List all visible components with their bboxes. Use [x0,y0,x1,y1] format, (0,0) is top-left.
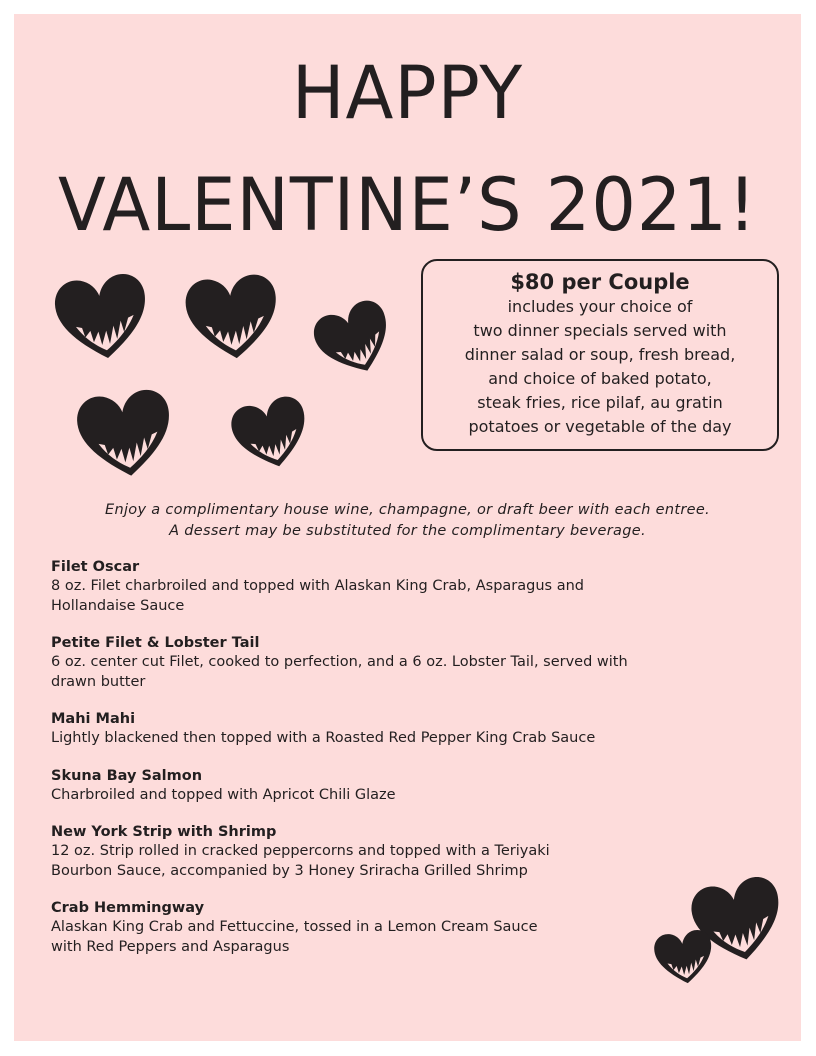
complimentary-note [14,500,801,542]
price-line: dinner salad or soup, fresh bread, [464,345,736,364]
price-line: two dinner specials served with [473,321,727,340]
price-line: includes your choice of [507,297,693,316]
price-line: and choice of baked potato, [488,369,712,388]
menu-list [51,558,691,975]
menu-item-mahi-mahi [51,710,691,749]
menu-item-crab-hemmingway [51,899,691,957]
page-title-line-1: HAPPY [291,49,524,137]
item-name: Skuna Bay Salmon [51,767,203,784]
item-name: Mahi Mahi [51,711,136,727]
menu-item-new-york-strip-shrimp [51,823,691,881]
item-description: with Red Peppers and Asparagus [51,938,290,955]
note-line-1: Enjoy a complimentary house wine, champagne, or draft beer with each entree. [105,502,710,518]
item-description: Bourbon Sauce, accompanied by 3 Honey Sriracha Grilled Shrimp [51,862,528,879]
menu-page [14,14,801,1041]
heart-icon [74,387,177,482]
item-description: Charbroiled and topped with Apricot Chili Glaze [51,786,396,803]
item-name: New York Strip with Shrimp [51,824,277,840]
heart-icon [687,873,789,968]
heart-icon [183,272,281,362]
item-description: 12 oz. Strip rolled in cracked peppercorns and topped with a Teriyaki [51,843,550,859]
heart-icon [308,295,401,384]
note-line-2: A dessert may be substituted for the complimentary beverage. [169,523,646,539]
item-description: Alaskan King Crab and Fettuccine, tossed in a Lemon Cream Sauce [51,919,538,935]
price-line: potatoes or vegetable of the day [468,417,732,436]
menu-item-petite-filet-lobster-tail [51,634,691,692]
item-name: Crab Hemmingway [51,900,205,916]
menu-item-skuna-bay-salmon [51,767,691,806]
heart-icon [52,271,153,364]
price-heading: $80 per Couple [510,270,690,294]
item-description: Hollandaise Sauce [51,597,185,614]
menu-item-filet-oscar [51,558,691,616]
price-box [421,259,779,451]
page-title-line-2: VALENTINE’S 2021! [57,161,758,249]
price-line: steak fries, rice pilaf, au gratin [477,393,723,412]
item-description: 8 oz. Filet charbroiled and topped with Alaskan King Crab, Asparagus and [51,578,584,594]
item-name: Filet Oscar [51,559,140,575]
heart-icon [227,393,315,475]
item-description: 6 oz. center cut Filet, cooked to perfection, and a 6 oz. Lobster Tail, served with [51,654,628,670]
item-description: drawn butter [51,673,146,690]
item-name: Petite Filet & Lobster Tail [51,635,260,651]
item-description: Lightly blackened then topped with a Roasted Red Pepper King Crab Sauce [51,730,596,746]
